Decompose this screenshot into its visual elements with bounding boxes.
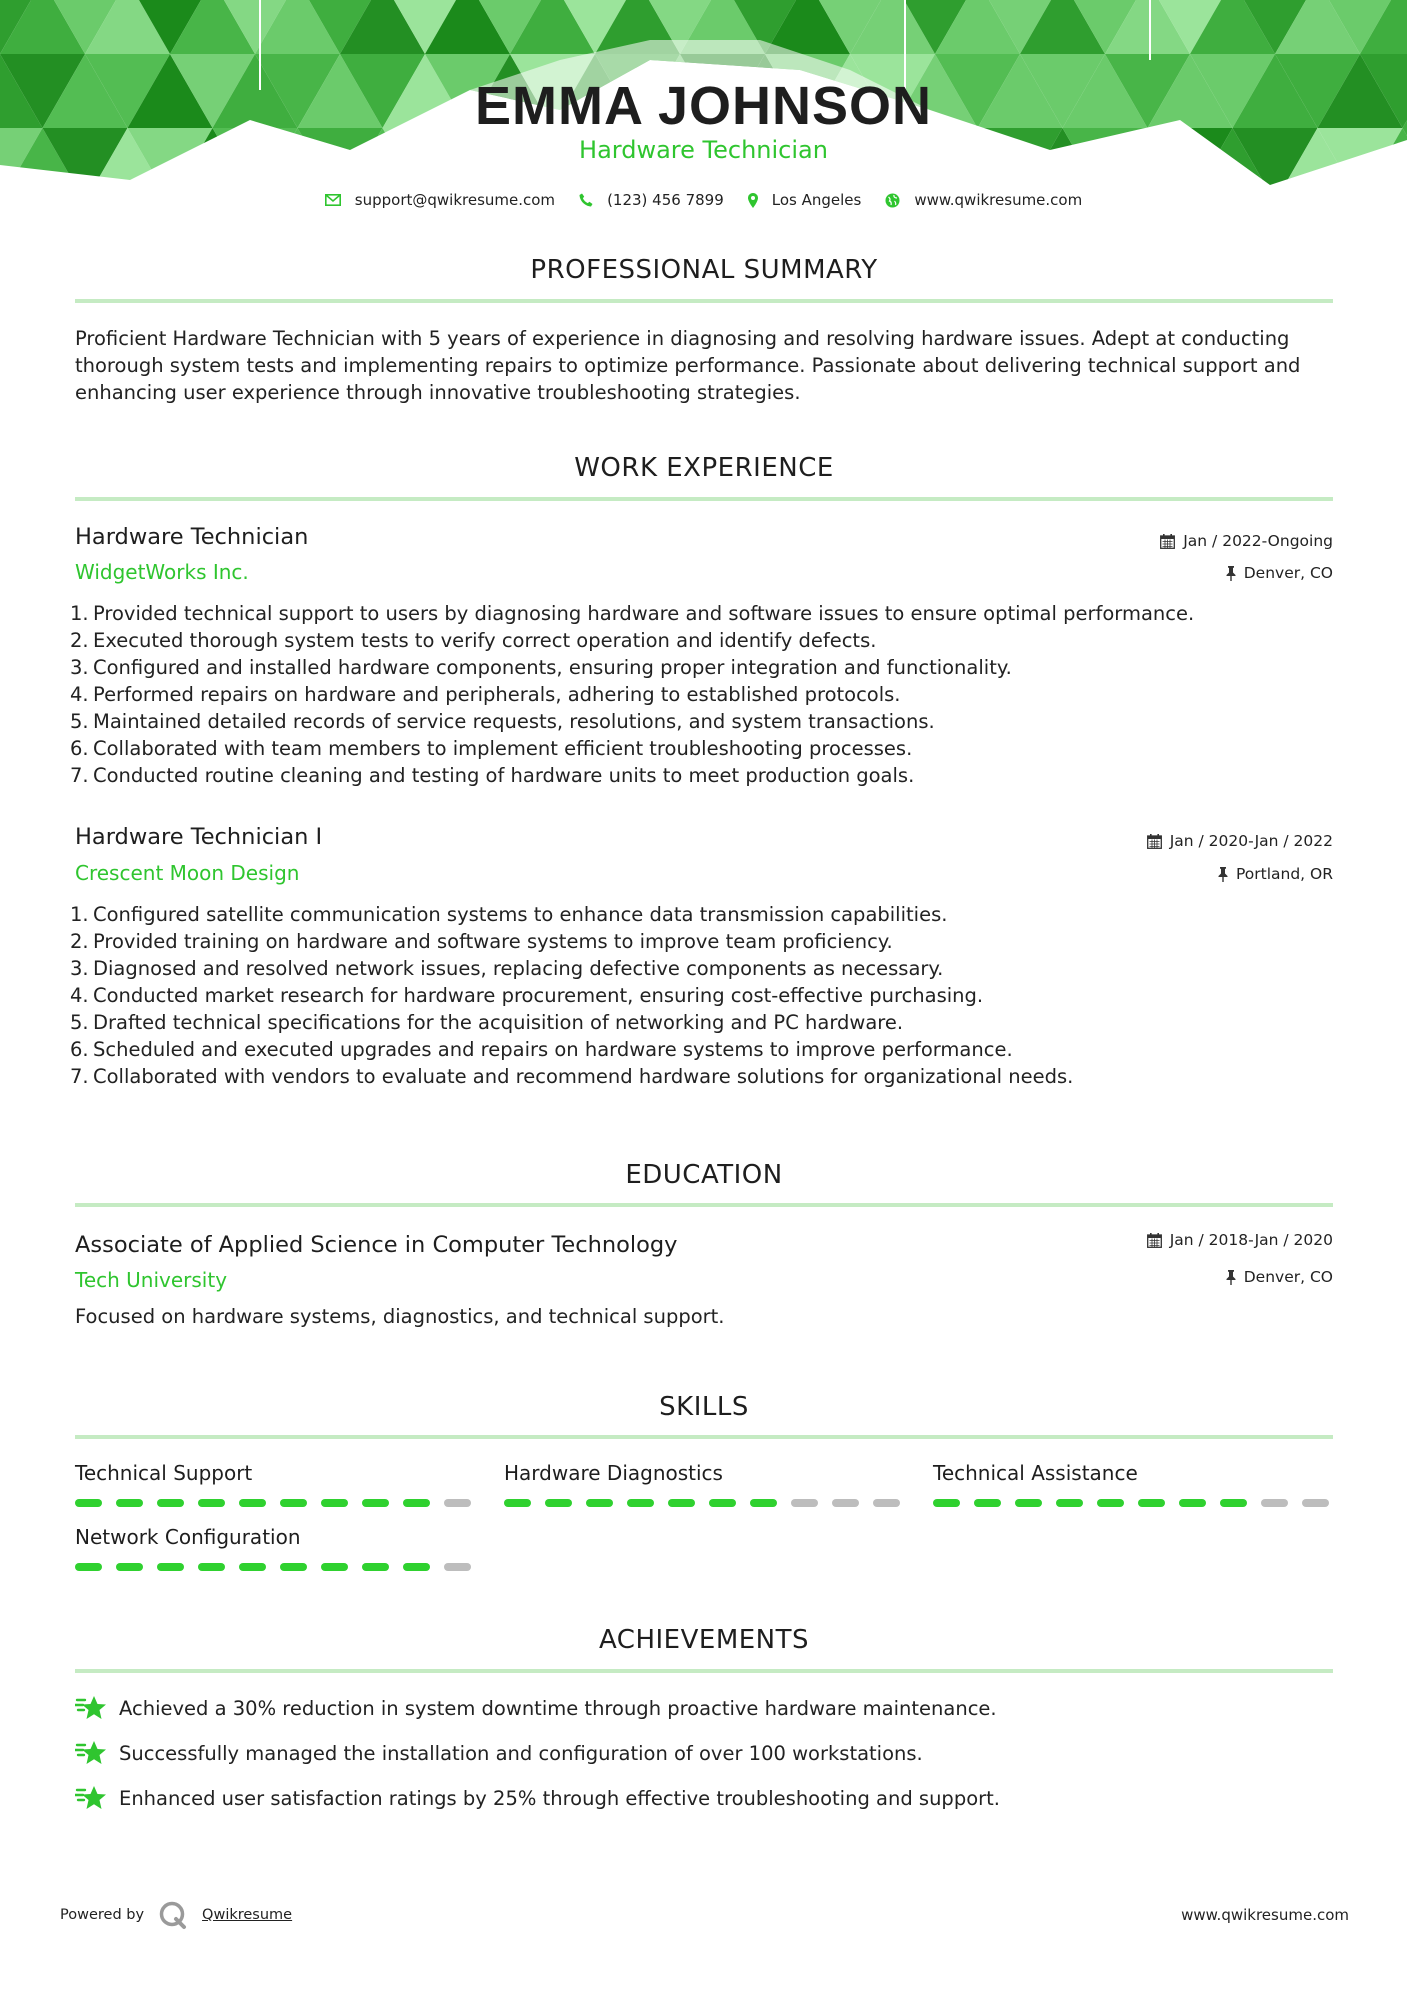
list-item: 4. Conducted market research for hardware procurement, ensuring cost-effective purchasing.	[70, 984, 984, 1007]
education-description: Focused on hardware systems, diagnostics, and technical support.	[75, 1305, 725, 1328]
skill-level-segment	[321, 1563, 348, 1571]
star-icon	[75, 1694, 107, 1722]
list-item: 6. Collaborated with team members to implement efficient troubleshooting processes.	[70, 737, 913, 760]
skill-level-segment	[873, 1499, 900, 1507]
list-item: 3. Configured and installed hardware components, ensuring proper integration and functionality.	[70, 656, 1012, 679]
phone-icon	[579, 193, 593, 207]
skill-level-segment	[403, 1499, 430, 1507]
skill-level-bar	[75, 1499, 471, 1507]
skill-level-segment	[933, 1499, 960, 1507]
summary-text: Proficient Hardware Technician with 5 years of experience in diagnosing and resolving hardware issues. Adept at conducting thorough system tests and implementing repairs to optimize performance. Passionate about delivering technical support and enhancing user experience through innovative troubleshooting strategies.	[75, 327, 1301, 404]
footer-website[interactable]: www.qwikresume.com	[1181, 1906, 1349, 1924]
education-location-text: Denver, CO	[1243, 1268, 1333, 1286]
map-pin-icon	[748, 193, 758, 208]
education-dates	[1147, 1229, 1333, 1251]
list-item: 7. Collaborated with vendors to evaluate and recommend hardware solutions for organizational needs.	[70, 1065, 1074, 1088]
list-item: 2. Provided training on hardware and software systems to improve team proficiency.	[70, 930, 893, 953]
achievement-item	[75, 1739, 923, 1767]
skill-level-segment	[280, 1563, 307, 1571]
skill-level-segment	[75, 1499, 102, 1507]
skill-level-segment	[545, 1499, 572, 1507]
star-icon	[75, 1784, 107, 1812]
job-location-text: Denver, CO	[1243, 564, 1333, 582]
calendar-icon	[1160, 534, 1175, 549]
achievement-item	[75, 1694, 997, 1722]
qwikresume-logo-icon	[158, 1900, 188, 1930]
skill-level-segment	[403, 1563, 430, 1571]
skill-name: Technical Support	[75, 1461, 253, 1485]
contact-email[interactable]	[325, 191, 555, 209]
skill-level-segment	[504, 1499, 531, 1507]
education-divider	[75, 1203, 1333, 1207]
skill-level-segment	[75, 1563, 102, 1571]
skills-divider	[75, 1435, 1333, 1439]
skill-level-segment	[1220, 1499, 1247, 1507]
achievement-text: Successfully managed the installation and configuration of over 100 workstations.	[119, 1741, 923, 1765]
skill-level-bar	[933, 1499, 1329, 1507]
skill-level-segment	[1261, 1499, 1288, 1507]
skill-level-segment	[157, 1499, 184, 1507]
skill-level-segment	[1015, 1499, 1042, 1507]
skills-heading: SKILLS	[659, 1392, 749, 1422]
skill-level-segment	[239, 1563, 266, 1571]
star-icon	[75, 1739, 107, 1767]
job-dates-text: Jan / 2020-Jan / 2022	[1169, 832, 1333, 850]
globe-icon	[885, 193, 900, 208]
skill-level-segment	[1302, 1499, 1329, 1507]
summary-heading: PROFESSIONAL SUMMARY	[530, 255, 878, 285]
footer-powered-by	[60, 1900, 292, 1930]
education-heading: EDUCATION	[625, 1160, 783, 1190]
list-item: 3. Diagnosed and resolved network issues, replacing defective components as necessary.	[70, 957, 944, 980]
candidate-name: EMMA JOHNSON	[474, 76, 933, 136]
skill-level-segment	[362, 1499, 389, 1507]
qwikresume-link[interactable]: Qwikresume	[202, 1907, 293, 1923]
skill-level-segment	[116, 1499, 143, 1507]
job-dates-text: Jan / 2022-Ongoing	[1183, 532, 1333, 550]
skill-level-segment	[1138, 1499, 1165, 1507]
job-location	[1226, 562, 1333, 584]
powered-by-label: Powered by	[60, 1907, 145, 1923]
achievement-text: Enhanced user satisfaction ratings by 25% through effective troubleshooting and support.	[119, 1786, 1000, 1810]
skill-level-segment	[791, 1499, 818, 1507]
degree-title: Associate of Applied Science in Computer Technology	[75, 1232, 678, 1258]
phone-text: (123) 456 7899	[607, 191, 724, 209]
pushpin-icon	[1226, 1270, 1236, 1285]
skill-name: Technical Assistance	[933, 1461, 1138, 1485]
list-item: 6. Scheduled and executed upgrades and repairs on hardware systems to improve performance.	[70, 1038, 1013, 1061]
skill-level-segment	[750, 1499, 777, 1507]
skill-level-segment	[362, 1563, 389, 1571]
list-item: 4. Performed repairs on hardware and peripherals, adhering to established protocols.	[70, 683, 901, 706]
job-bullet-list	[70, 901, 1350, 1090]
skill-level-segment	[444, 1563, 471, 1571]
skill-level-segment	[668, 1499, 695, 1507]
contact-location	[748, 191, 862, 209]
calendar-icon	[1147, 1233, 1162, 1248]
pushpin-icon	[1218, 867, 1228, 882]
summary-divider	[75, 299, 1333, 303]
achievements-heading: ACHIEVEMENTS	[598, 1625, 810, 1655]
job-company: Crescent Moon Design	[75, 861, 300, 885]
envelope-icon	[325, 194, 341, 206]
job-company: WidgetWorks Inc.	[75, 560, 249, 584]
skill-level-segment	[280, 1499, 307, 1507]
skill-level-segment	[157, 1563, 184, 1571]
skill-level-segment	[444, 1499, 471, 1507]
experience-heading: WORK EXPERIENCE	[574, 453, 834, 483]
job-dates	[1160, 530, 1333, 552]
contact-bar	[0, 188, 1407, 212]
education-dates-text: Jan / 2018-Jan / 2020	[1169, 1231, 1333, 1249]
job-title: Hardware Technician	[75, 524, 309, 550]
skill-level-segment	[709, 1499, 736, 1507]
job-bullet-list	[70, 600, 1350, 789]
job-title: Hardware Technician I	[75, 824, 323, 850]
skill-level-segment	[1097, 1499, 1124, 1507]
skill-level-segment	[321, 1499, 348, 1507]
achievement-item	[75, 1784, 1000, 1812]
website-text: www.qwikresume.com	[914, 191, 1083, 209]
skill-level-segment	[627, 1499, 654, 1507]
list-item: 2. Executed thorough system tests to verify correct operation and identify defects.	[70, 629, 877, 652]
skill-level-segment	[832, 1499, 859, 1507]
education-location	[1226, 1266, 1333, 1288]
skill-level-segment	[974, 1499, 1001, 1507]
skill-name: Hardware Diagnostics	[504, 1461, 723, 1485]
contact-website[interactable]	[885, 191, 1082, 209]
job-location-text: Portland, OR	[1235, 865, 1333, 883]
job-location	[1218, 863, 1333, 885]
achievement-text: Achieved a 30% reduction in system downtime through proactive hardware maintenance.	[119, 1696, 997, 1720]
location-text: Los Angeles	[771, 191, 862, 209]
skill-name: Network Configuration	[75, 1525, 301, 1549]
skill-level-segment	[116, 1563, 143, 1571]
skill-level-segment	[239, 1499, 266, 1507]
contact-phone[interactable]	[579, 191, 724, 209]
skill-level-bar	[75, 1563, 471, 1571]
email-text: support@qwikresume.com	[354, 191, 556, 209]
skill-level-segment	[1056, 1499, 1083, 1507]
skill-level-segment	[198, 1499, 225, 1507]
list-item: 1. Provided technical support to users by diagnosing hardware and software issues to ensure optimal performance.	[70, 602, 1195, 625]
list-item: 5. Maintained detailed records of service requests, resolutions, and system transactions.	[70, 710, 935, 733]
skill-level-segment	[1179, 1499, 1206, 1507]
list-item: 1. Configured satellite communication systems to enhance data transmission capabilities.	[70, 903, 948, 926]
pushpin-icon	[1226, 566, 1236, 581]
skill-level-bar	[504, 1499, 900, 1507]
school-name: Tech University	[75, 1268, 228, 1292]
achievements-divider	[75, 1669, 1333, 1673]
job-dates	[1147, 830, 1333, 852]
list-item: 5. Drafted technical specifications for the acquisition of networking and PC hardware.	[70, 1011, 904, 1034]
experience-divider	[75, 497, 1333, 501]
calendar-icon	[1147, 834, 1162, 849]
list-item: 7. Conducted routine cleaning and testing of hardware units to meet production goals.	[70, 764, 915, 787]
skill-level-segment	[198, 1563, 225, 1571]
skill-level-segment	[586, 1499, 613, 1507]
candidate-title: Hardware Technician	[579, 136, 828, 164]
